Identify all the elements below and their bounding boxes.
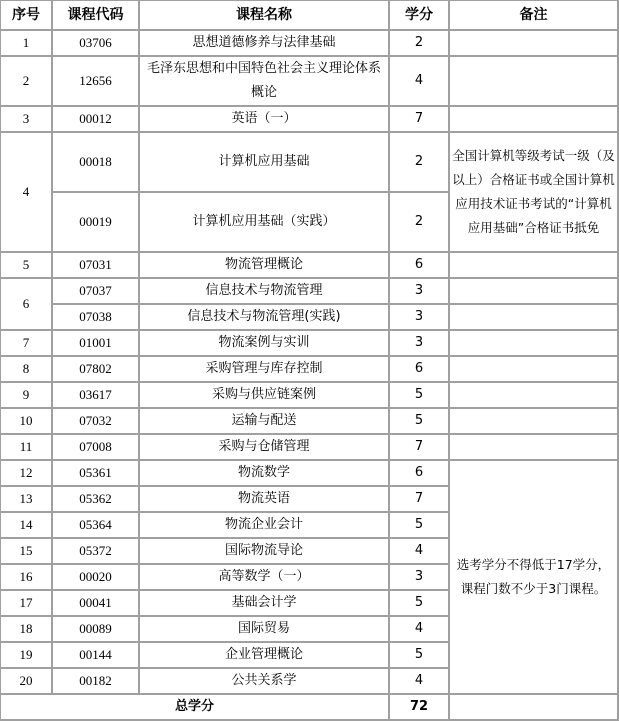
remark-cell bbox=[450, 435, 619, 461]
name-cell: 基础会计学 bbox=[140, 591, 390, 617]
code-cell: 05361 bbox=[53, 461, 140, 487]
code-cell: 07032 bbox=[53, 409, 140, 435]
seq-cell: 19 bbox=[1, 643, 53, 669]
name-cell: 计算机应用基础 bbox=[140, 133, 390, 193]
name-cell: 采购与仓储管理 bbox=[140, 435, 390, 461]
header-code: 课程代码 bbox=[53, 1, 140, 31]
credit-cell: 7 bbox=[390, 107, 450, 133]
seq-cell: 20 bbox=[1, 669, 53, 695]
remark-cell bbox=[450, 331, 619, 357]
credit-cell: 7 bbox=[390, 487, 450, 513]
table-row bbox=[1, 107, 619, 133]
code-cell: 00089 bbox=[53, 617, 140, 643]
code-cell: 07038 bbox=[53, 305, 140, 331]
name-cell: 国际物流导论 bbox=[140, 539, 390, 565]
seq-cell: 15 bbox=[1, 539, 53, 565]
code-cell: 07802 bbox=[53, 357, 140, 383]
seq-cell: 12 bbox=[1, 461, 53, 487]
table-row bbox=[1, 279, 619, 305]
credit-cell: 4 bbox=[390, 669, 450, 695]
credit-cell: 3 bbox=[390, 305, 450, 331]
credit-cell: 5 bbox=[390, 513, 450, 539]
name-cell: 物流英语 bbox=[140, 487, 390, 513]
code-cell: 01001 bbox=[53, 331, 140, 357]
seq-cell: 16 bbox=[1, 565, 53, 591]
header-name: 课程名称 bbox=[140, 1, 390, 31]
seq-cell: 3 bbox=[1, 107, 53, 133]
table-row bbox=[1, 461, 619, 487]
code-cell: 00182 bbox=[53, 669, 140, 695]
code-cell: 05364 bbox=[53, 513, 140, 539]
code-cell: 05372 bbox=[53, 539, 140, 565]
remark-cell bbox=[450, 57, 619, 107]
table-row bbox=[1, 133, 619, 193]
code-cell: 00018 bbox=[53, 133, 140, 193]
name-cell: 企业管理概论 bbox=[140, 643, 390, 669]
total-row bbox=[1, 695, 619, 721]
name-cell: 物流企业会计 bbox=[140, 513, 390, 539]
credit-cell: 3 bbox=[390, 565, 450, 591]
table-row bbox=[1, 409, 619, 435]
credit-cell: 2 bbox=[390, 193, 450, 253]
name-cell: 思想道德修养与法律基础 bbox=[140, 31, 390, 57]
name-cell: 公共关系学 bbox=[140, 669, 390, 695]
credit-cell: 3 bbox=[390, 331, 450, 357]
header-seq: 序号 bbox=[1, 1, 53, 31]
total-credits-label: 总学分 bbox=[1, 695, 390, 721]
remark-cell bbox=[450, 695, 619, 721]
name-cell: 运输与配送 bbox=[140, 409, 390, 435]
remark-cell bbox=[450, 253, 619, 279]
code-cell: 07008 bbox=[53, 435, 140, 461]
seq-cell: 8 bbox=[1, 357, 53, 383]
code-cell: 07031 bbox=[53, 253, 140, 279]
table-row bbox=[1, 253, 619, 279]
name-cell: 采购管理与库存控制 bbox=[140, 357, 390, 383]
credit-cell: 2 bbox=[390, 31, 450, 57]
name-cell: 高等数学（一） bbox=[140, 565, 390, 591]
credit-cell: 2 bbox=[390, 133, 450, 193]
header-credit: 学分 bbox=[390, 1, 450, 31]
code-cell: 00041 bbox=[53, 591, 140, 617]
name-cell: 物流案例与实训 bbox=[140, 331, 390, 357]
table-row bbox=[1, 57, 619, 107]
seq-cell: 14 bbox=[1, 513, 53, 539]
remark-cell bbox=[450, 383, 619, 409]
credit-cell: 3 bbox=[390, 279, 450, 305]
credit-cell: 5 bbox=[390, 383, 450, 409]
code-cell: 05362 bbox=[53, 487, 140, 513]
seq-cell: 10 bbox=[1, 409, 53, 435]
credit-cell: 4 bbox=[390, 617, 450, 643]
code-cell: 00020 bbox=[53, 565, 140, 591]
remark-cell bbox=[450, 31, 619, 57]
credit-cell: 4 bbox=[390, 57, 450, 107]
seq-cell: 11 bbox=[1, 435, 53, 461]
table-row bbox=[1, 31, 619, 57]
name-cell: 国际贸易 bbox=[140, 617, 390, 643]
code-cell: 07037 bbox=[53, 279, 140, 305]
code-cell: 00012 bbox=[53, 107, 140, 133]
code-cell: 12656 bbox=[53, 57, 140, 107]
seq-cell: 9 bbox=[1, 383, 53, 409]
name-cell: 信息技术与物流管理(实践) bbox=[140, 305, 390, 331]
name-cell: 计算机应用基础（实践） bbox=[140, 193, 390, 253]
seq-cell: 2 bbox=[1, 57, 53, 107]
name-cell: 物流数学 bbox=[140, 461, 390, 487]
remark-cell bbox=[450, 305, 619, 331]
credit-cell: 5 bbox=[390, 643, 450, 669]
credit-cell: 6 bbox=[390, 461, 450, 487]
table-row bbox=[1, 305, 619, 331]
seq-cell: 7 bbox=[1, 331, 53, 357]
credit-cell: 4 bbox=[390, 539, 450, 565]
header-row bbox=[1, 1, 619, 31]
remark-computer-exemption: 全国计算机等级考试一级（及以上）合格证书或全国计算机应用技术证书考试的“计算机应用基础”合格证书抵免 bbox=[450, 133, 619, 253]
credit-cell: 6 bbox=[390, 253, 450, 279]
code-cell: 03706 bbox=[53, 31, 140, 57]
table-row bbox=[1, 383, 619, 409]
credit-cell: 7 bbox=[390, 435, 450, 461]
remark-cell bbox=[450, 409, 619, 435]
code-cell: 00144 bbox=[53, 643, 140, 669]
name-cell: 英语（一） bbox=[140, 107, 390, 133]
table-row bbox=[1, 357, 619, 383]
seq-cell: 17 bbox=[1, 591, 53, 617]
name-cell: 采购与供应链案例 bbox=[140, 383, 390, 409]
table-row bbox=[1, 331, 619, 357]
credit-cell: 5 bbox=[390, 591, 450, 617]
table-row bbox=[1, 435, 619, 461]
name-cell: 信息技术与物流管理 bbox=[140, 279, 390, 305]
seq-cell: 6 bbox=[1, 279, 53, 331]
credit-cell: 6 bbox=[390, 357, 450, 383]
name-cell: 物流管理概论 bbox=[140, 253, 390, 279]
code-cell: 00019 bbox=[53, 193, 140, 253]
remark-cell bbox=[450, 279, 619, 305]
seq-cell: 4 bbox=[1, 133, 53, 253]
seq-cell: 5 bbox=[1, 253, 53, 279]
code-cell: 03617 bbox=[53, 383, 140, 409]
credit-cell: 5 bbox=[390, 409, 450, 435]
seq-cell: 18 bbox=[1, 617, 53, 643]
header-remark: 备注 bbox=[450, 1, 619, 31]
total-credits-value: 72 bbox=[390, 695, 450, 721]
seq-cell: 1 bbox=[1, 31, 53, 57]
remark-cell bbox=[450, 107, 619, 133]
remark-elective-rule: 选考学分不得低于17学分，课程门数不少于3门课程。 bbox=[450, 461, 619, 695]
name-cell: 毛泽东思想和中国特色社会主义理论体系概论 bbox=[140, 57, 390, 107]
seq-cell: 13 bbox=[1, 487, 53, 513]
remark-cell bbox=[450, 357, 619, 383]
